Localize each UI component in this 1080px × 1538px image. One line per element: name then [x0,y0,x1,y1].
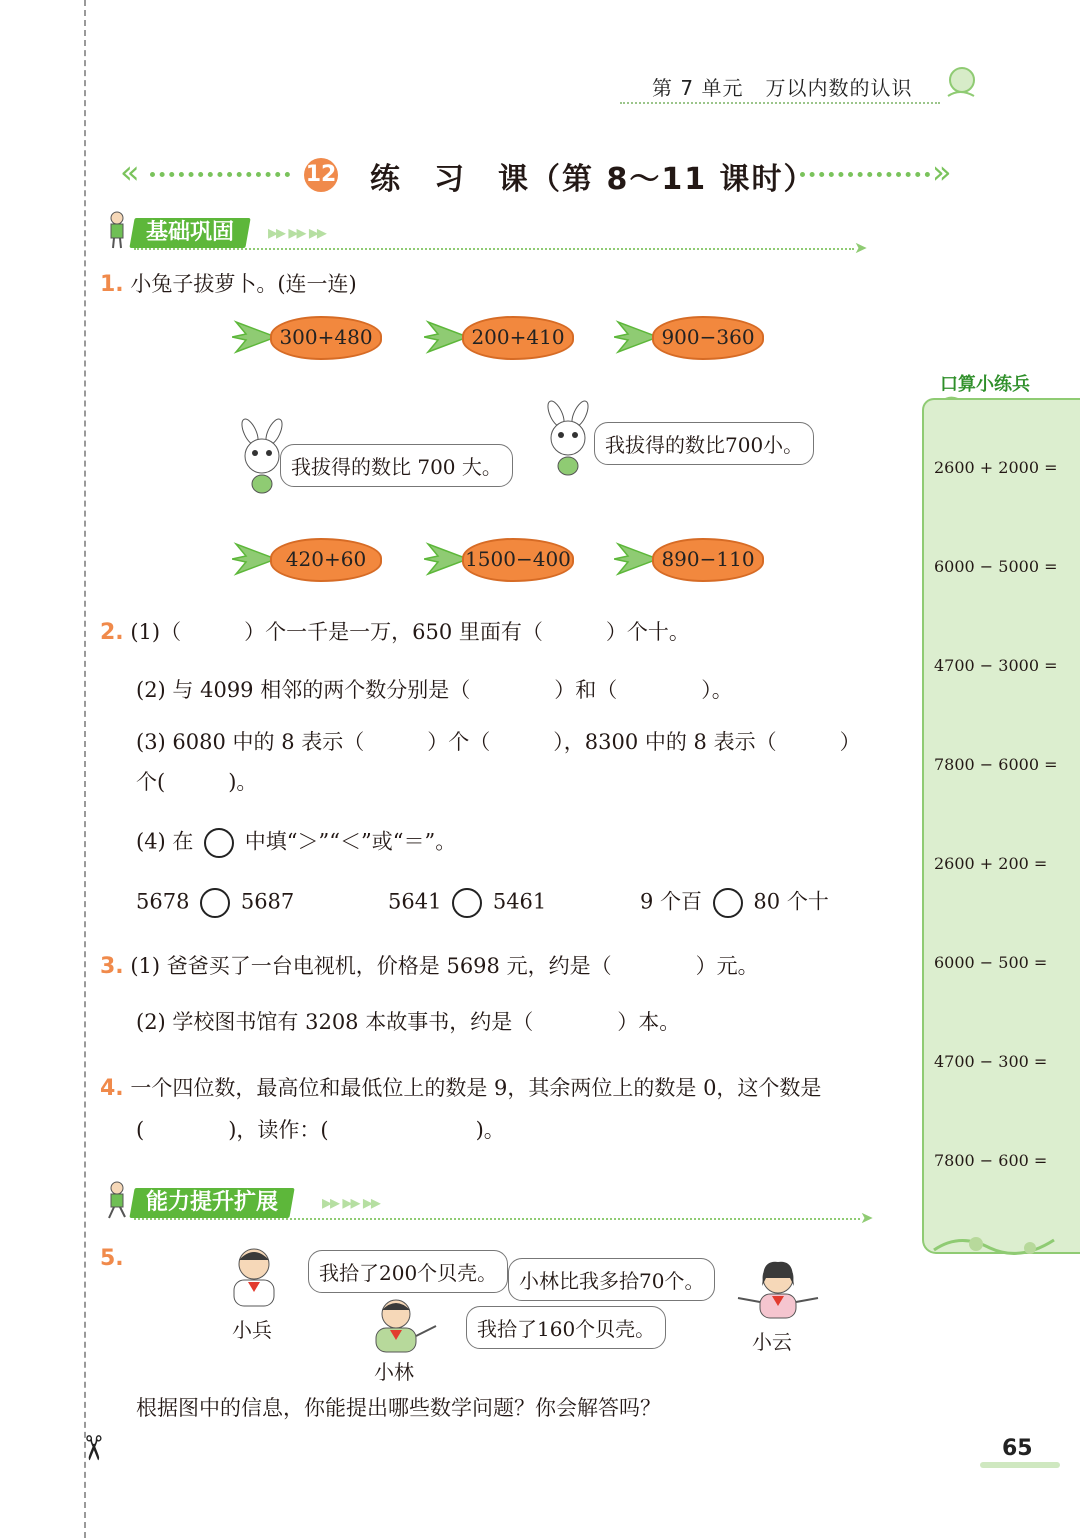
compare-circle[interactable] [452,888,482,918]
name-xiaolin: 小林 [374,1360,414,1384]
compare-item-2 [388,888,546,918]
lesson-title: 练 习 课（第 8～11 课时） [370,162,816,197]
leaf-deco-icon [940,62,982,104]
carrot[interactable] [232,536,380,582]
boy-xiaolin-icon [362,1296,442,1356]
side-panel [922,398,1080,1254]
question-5-number: 5. [100,1246,124,1271]
title-dots-right [800,172,930,177]
compare-right: 5461 [492,889,547,914]
rabbit-right-icon [536,400,600,476]
question-text: (1) 爸爸买了一台电视机，价格是 5698 元，约是（ ）元。 [130,954,759,978]
compare-left: 5641 [388,889,442,914]
name-xiaobing: 小兵 [232,1318,272,1342]
question-1 [100,272,357,298]
question-4-line-1 [100,1076,821,1102]
title-dots-left [150,172,290,177]
oral-calc-item: 6000 − 5000 = [934,557,1058,576]
section-banner-basic [104,218,874,257]
compare-item-3 [640,888,829,918]
vine-deco-icon [930,1222,1060,1262]
carrot[interactable] [614,314,762,360]
side-panel-title: 口算小练兵 [940,374,1030,395]
unit-header [652,72,913,101]
compare-left: 5678 [136,889,190,914]
unit-title: 万以内数的认识 [765,76,913,100]
section-tag-basic: 基础巩固 [129,218,250,248]
question-number: 1. [100,272,124,297]
double-chevron-left-icon: « [120,153,140,191]
question-text: 小兔子拔萝卜。(连一连) [130,272,357,296]
carrot-expression: 900−360 [661,325,755,349]
question-number: 2. [100,620,124,645]
instruction-post: 中填“＞”“＜”或“＝”。 [244,829,457,854]
unit-number: 第 7 单元 [652,76,744,100]
question-3-part-2: (2) 学校图书馆有 3208 本故事书，约是（ ）本。 [136,1010,681,1034]
instruction-pre: (4) 在 [136,829,194,854]
question-4-line-2: ( )，读作：( )。 [136,1118,505,1142]
arrows-icon: ▸▸ ▸▸ ▸▸ [268,220,325,244]
compare-right: 5687 [240,889,295,914]
header-divider [620,102,940,104]
oral-calc-item: 6000 − 500 = [934,953,1048,972]
cut-line [84,0,86,1538]
speech-bubble-left: 我拔得的数比 700 大。 [280,444,513,487]
compare-circle[interactable] [713,888,743,918]
arrow-end-icon: ➤ [854,238,868,257]
compare-right: 80 个十 [753,889,829,914]
section-rule [134,1218,860,1220]
question-2-part-4 [136,828,456,858]
bubble-xiaolin: 我拾了160个贝壳。 [466,1306,666,1349]
section-rule [134,248,854,250]
carrot[interactable] [232,314,380,360]
question-number: 3. [100,954,124,979]
circle-icon [204,828,234,858]
lesson-title-row [120,150,960,200]
oral-calc-item: 7800 − 600 = [934,1151,1048,1170]
girl-xiaoyun-icon [732,1258,824,1322]
section-banner-advanced [104,1188,874,1227]
carrot-expression: 890−110 [661,547,755,571]
scissors-icon: ✂ [72,1433,113,1463]
oral-calc-item: 4700 − 300 = [934,1052,1048,1071]
oral-calc-item: 4700 − 3000 = [934,656,1058,675]
double-chevron-right-icon: » [932,153,952,191]
page-number-bar [980,1462,1060,1468]
running-figure-icon [104,1180,130,1220]
carrot[interactable] [424,314,572,360]
carrot-expression: 1500−400 [465,547,571,571]
question-2-part-2: (2) 与 4099 相邻的两个数分别是（ ）和（ ）。 [136,678,733,702]
carrot-expression: 200+410 [471,325,565,349]
question-number: 4. [100,1076,124,1101]
compare-left: 9 个百 [640,889,703,914]
question-2-part-1 [100,620,690,646]
section-tag-advanced: 能力提升扩展 [129,1188,294,1218]
arrow-end-icon: ➤ [860,1208,874,1227]
question-text: 一个四位数，最高位和最低位上的数是 9，其余两位上的数是 0，这个数是 [130,1076,822,1100]
question-2-part-3b: 个( )。 [136,770,258,794]
carrot-expression: 300+480 [279,325,373,349]
carrot[interactable] [614,536,762,582]
name-xiaoyun: 小云 [752,1330,792,1354]
compare-circle[interactable] [200,888,230,918]
question-text: (1)（ ）个一千是一万，650 里面有（ ）个十。 [130,620,690,644]
carrot-expression: 420+60 [285,547,367,571]
student-figure-icon [104,210,130,250]
compare-item-1 [136,888,294,918]
page-number: 65 [1002,1436,1033,1461]
arrows-icon: ▸▸ ▸▸ ▸▸ [322,1190,379,1214]
carrot[interactable] [424,536,572,582]
oral-calc-item: 2600 + 2000 = [934,458,1058,477]
question-2-part-3a: (3) 6080 中的 8 表示（ ）个（ ），8300 中的 8 表示（ ） [136,730,861,754]
oral-calc-item: 7800 − 6000 = [934,755,1058,774]
oral-calc-item: 2600 + 200 = [934,854,1048,873]
question-3-part-1 [100,954,759,980]
question-5-text: 根据图中的信息，你能提出哪些数学问题？你会解答吗？ [136,1396,661,1420]
bubble-xiaobing: 我拾了200个贝壳。 [308,1250,508,1293]
bubble-xiaoyun: 小林比我多拾70个。 [508,1258,715,1301]
speech-bubble-right: 我拔得的数比700小。 [594,422,814,465]
lesson-number-badge: 12 [304,158,338,192]
boy-xiaobing-icon [218,1244,290,1314]
